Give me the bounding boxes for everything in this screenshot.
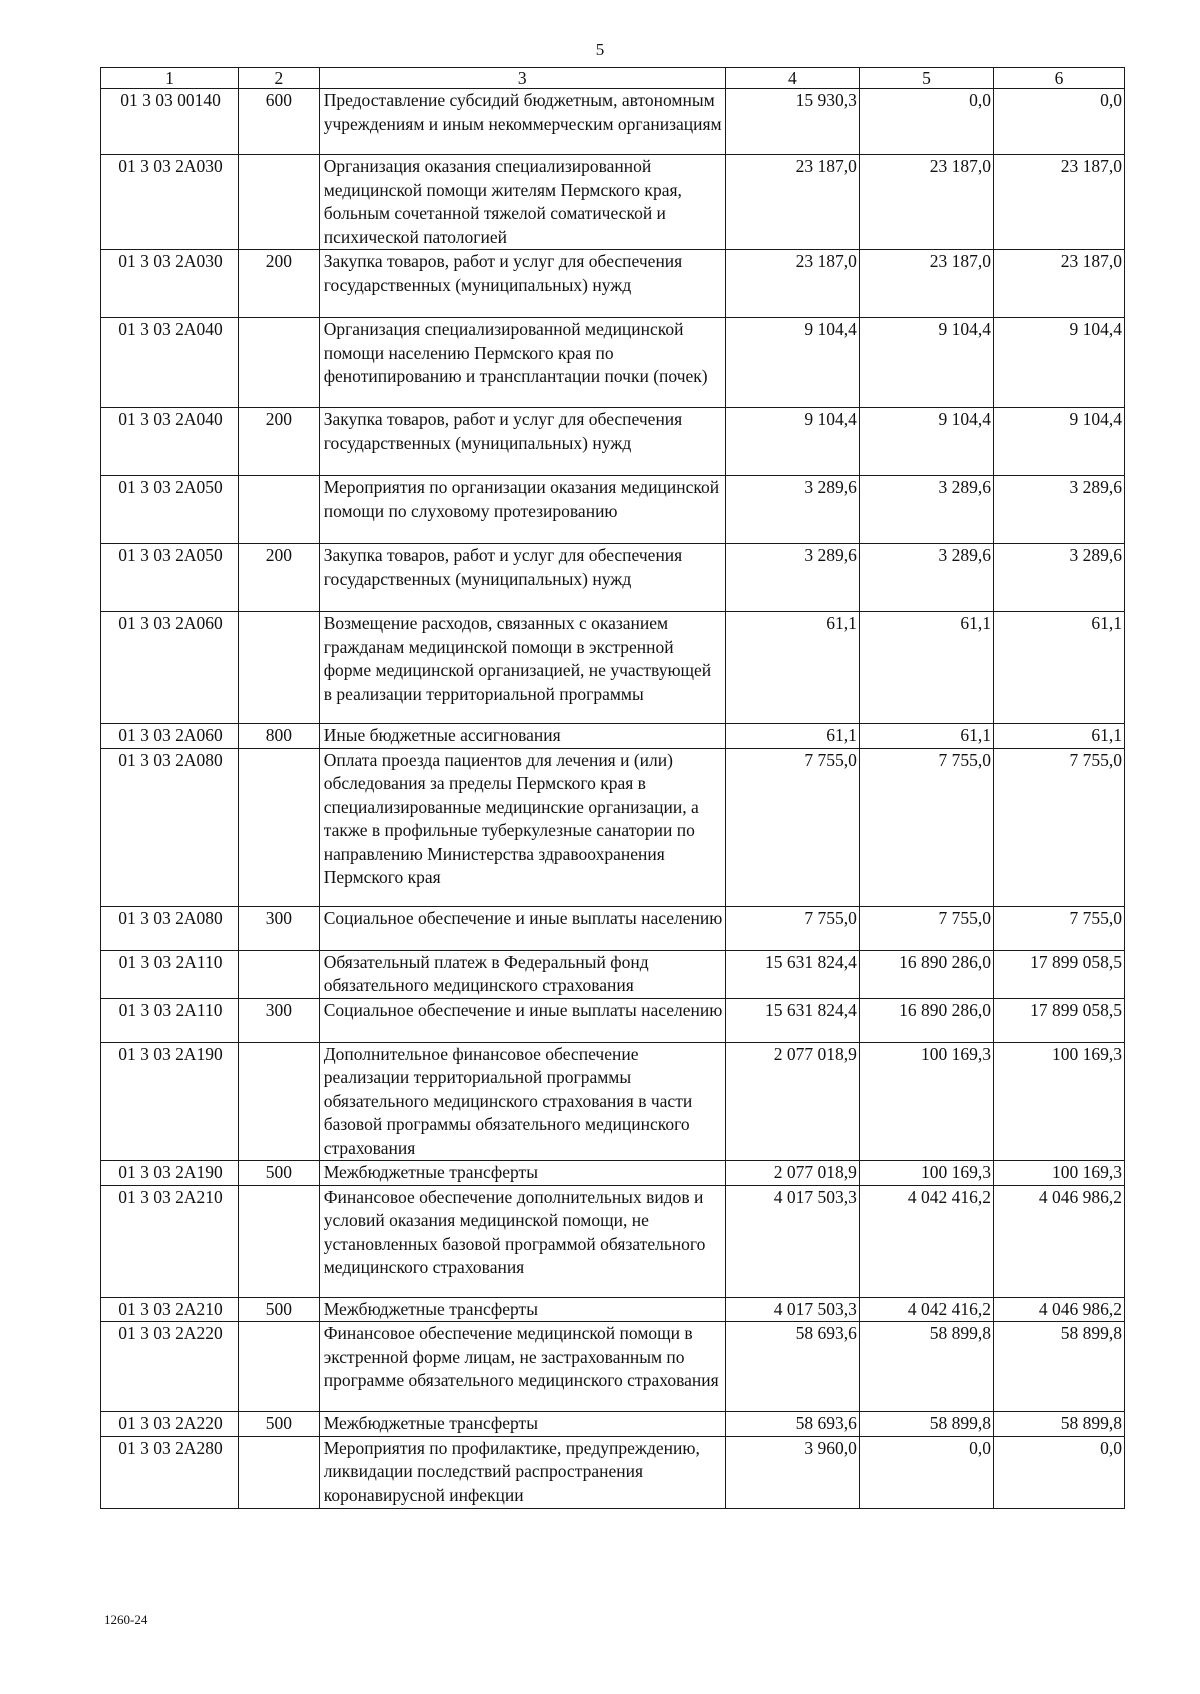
table-row (101, 906, 1125, 950)
table-row (101, 1042, 1125, 1161)
amount-col6-cell: 9 104,4 (993, 408, 1124, 476)
code-cell: 01 3 03 2А050 (101, 544, 239, 612)
table-row (101, 612, 1125, 724)
amount-col5-cell: 0,0 (859, 89, 993, 155)
amount-col5-cell: 7 755,0 (859, 906, 993, 950)
amount-col4-cell: 7 755,0 (725, 748, 859, 906)
amount-col6-cell: 100 169,3 (993, 1161, 1124, 1186)
amount-col4-cell: 9 104,4 (725, 408, 859, 476)
amount-col5-cell: 9 104,4 (859, 318, 993, 408)
code-cell: 01 3 03 2А220 (101, 1322, 239, 1412)
code-cell: 01 3 03 2А190 (101, 1042, 239, 1161)
table-row (101, 998, 1125, 1042)
amount-col5-cell: 16 890 286,0 (859, 998, 993, 1042)
code-cell: 01 3 03 2А210 (101, 1185, 239, 1297)
column-header: 5 (859, 68, 993, 89)
amount-col5-cell: 23 187,0 (859, 155, 993, 250)
amount-col4-cell: 15 930,3 (725, 89, 859, 155)
amount-col6-cell: 7 755,0 (993, 748, 1124, 906)
column-header: 6 (993, 68, 1124, 89)
amount-col6-cell: 0,0 (993, 89, 1124, 155)
amount-col4-cell: 9 104,4 (725, 318, 859, 408)
expense-type-cell (239, 1322, 320, 1412)
expense-type-cell: 500 (239, 1297, 320, 1322)
amount-col4-cell: 2 077 018,9 (725, 1161, 859, 1186)
amount-col6-cell: 4 046 986,2 (993, 1185, 1124, 1297)
amount-col6-cell: 61,1 (993, 724, 1124, 749)
amount-col4-cell: 3 960,0 (725, 1436, 859, 1508)
expense-type-cell (239, 1436, 320, 1508)
amount-col6-cell: 3 289,6 (993, 476, 1124, 544)
code-cell: 01 3 03 2А060 (101, 612, 239, 724)
code-cell: 01 3 03 2А210 (101, 1297, 239, 1322)
description-cell: Финансовое обеспечение дополнительных видов и условий оказания медицинской помощи, не установленных базовой программой обязательного медицинского страхования (319, 1185, 725, 1297)
expense-type-cell (239, 318, 320, 408)
expense-type-cell (239, 1042, 320, 1161)
page-number: 5 (595, 40, 605, 59)
expense-type-cell: 200 (239, 250, 320, 318)
expense-type-cell: 500 (239, 1412, 320, 1437)
code-cell: 01 3 03 2А080 (101, 748, 239, 906)
amount-col4-cell: 15 631 824,4 (725, 998, 859, 1042)
amount-col6-cell: 0,0 (993, 1436, 1124, 1508)
amount-col5-cell: 0,0 (859, 1436, 993, 1508)
expense-type-cell (239, 155, 320, 250)
table-row (101, 1297, 1125, 1322)
description-cell: Межбюджетные трансферты (319, 1297, 725, 1322)
code-cell: 01 3 03 2А110 (101, 950, 239, 998)
expense-type-cell: 200 (239, 408, 320, 476)
amount-col6-cell: 23 187,0 (993, 155, 1124, 250)
code-cell: 01 3 03 2А110 (101, 998, 239, 1042)
amount-col6-cell: 3 289,6 (993, 544, 1124, 612)
amount-col4-cell: 61,1 (725, 612, 859, 724)
table-row (101, 950, 1125, 998)
amount-col6-cell: 9 104,4 (993, 318, 1124, 408)
description-cell: Социальное обеспечение и иные выплаты населению (319, 906, 725, 950)
code-cell: 01 3 03 2А080 (101, 906, 239, 950)
amount-col6-cell: 58 899,8 (993, 1412, 1124, 1437)
expense-type-cell (239, 950, 320, 998)
code-cell: 01 3 03 2А040 (101, 318, 239, 408)
table-row (101, 724, 1125, 749)
description-cell: Иные бюджетные ассигнования (319, 724, 725, 749)
budget-table (100, 67, 1125, 1509)
amount-col5-cell: 16 890 286,0 (859, 950, 993, 998)
table-row (101, 89, 1125, 155)
amount-col4-cell: 61,1 (725, 724, 859, 749)
code-cell: 01 3 03 2А030 (101, 155, 239, 250)
description-cell: Организация оказания специализированной медицинской помощи жителям Пермского края, больным сочетанной тяжелой соматической и психической патологией (319, 155, 725, 250)
amount-col4-cell: 3 289,6 (725, 544, 859, 612)
amount-col4-cell: 7 755,0 (725, 906, 859, 950)
table-row (101, 155, 1125, 250)
description-cell: Предоставление субсидий бюджетным, автономным учреждениям и иным некоммерческим организациям (319, 89, 725, 155)
expense-type-cell: 800 (239, 724, 320, 749)
amount-col6-cell: 17 899 058,5 (993, 950, 1124, 998)
table-row (101, 1185, 1125, 1297)
code-cell: 01 3 03 2А030 (101, 250, 239, 318)
amount-col6-cell: 4 046 986,2 (993, 1297, 1124, 1322)
code-cell: 01 3 03 2А220 (101, 1412, 239, 1437)
code-cell: 01 3 03 2А050 (101, 476, 239, 544)
expense-type-cell (239, 748, 320, 906)
description-cell: Социальное обеспечение и иные выплаты населению (319, 998, 725, 1042)
code-cell: 01 3 03 2А190 (101, 1161, 239, 1186)
table-row (101, 1322, 1125, 1412)
description-cell: Закупка товаров, работ и услуг для обеспечения государственных (муниципальных) нужд (319, 408, 725, 476)
code-cell: 01 3 03 2А280 (101, 1436, 239, 1508)
expense-type-cell (239, 1185, 320, 1297)
amount-col5-cell: 61,1 (859, 612, 993, 724)
description-cell: Обязательный платеж в Федеральный фонд обязательного медицинского страхования (319, 950, 725, 998)
expense-type-cell: 300 (239, 906, 320, 950)
amount-col5-cell: 61,1 (859, 724, 993, 749)
table-row (101, 250, 1125, 318)
expense-type-cell: 300 (239, 998, 320, 1042)
description-cell: Дополнительное финансовое обеспечение реализации территориальной программы обязательного медицинского страхования в части базовой программы обязательного медицинского страхования (319, 1042, 725, 1161)
column-header: 4 (725, 68, 859, 89)
amount-col4-cell: 3 289,6 (725, 476, 859, 544)
header-row (101, 68, 1125, 89)
amount-col4-cell: 23 187,0 (725, 250, 859, 318)
amount-col5-cell: 58 899,8 (859, 1412, 993, 1437)
description-cell: Закупка товаров, работ и услуг для обеспечения государственных (муниципальных) нужд (319, 250, 725, 318)
table-row (101, 318, 1125, 408)
amount-col6-cell: 58 899,8 (993, 1322, 1124, 1412)
column-header: 1 (101, 68, 239, 89)
amount-col4-cell: 4 017 503,3 (725, 1185, 859, 1297)
amount-col5-cell: 3 289,6 (859, 476, 993, 544)
description-cell: Организация специализированной медицинской помощи населению Пермского края по фенотипированию и трансплантации почки (почек) (319, 318, 725, 408)
amount-col6-cell: 7 755,0 (993, 906, 1124, 950)
amount-col4-cell: 4 017 503,3 (725, 1297, 859, 1322)
table-row (101, 748, 1125, 906)
expense-type-cell: 600 (239, 89, 320, 155)
amount-col5-cell: 4 042 416,2 (859, 1185, 993, 1297)
amount-col4-cell: 2 077 018,9 (725, 1042, 859, 1161)
table-row (101, 408, 1125, 476)
table-row (101, 476, 1125, 544)
amount-col5-cell: 23 187,0 (859, 250, 993, 318)
amount-col6-cell: 23 187,0 (993, 250, 1124, 318)
footer-code: 1260-24 (104, 1612, 148, 1627)
amount-col6-cell: 61,1 (993, 612, 1124, 724)
description-cell: Оплата проезда пациентов для лечения и (или) обследования за пределы Пермского края в специализированные медицинские организации, а также в профильные туберкулезные санатории по направлению Министерства здравоохранения Пермского края (319, 748, 725, 906)
amount-col4-cell: 58 693,6 (725, 1412, 859, 1437)
table-row (101, 544, 1125, 612)
expense-type-cell (239, 612, 320, 724)
description-cell: Финансовое обеспечение медицинской помощи в экстренной форме лицам, не застрахованным по программе обязательного медицинского страхования (319, 1322, 725, 1412)
amount-col5-cell: 100 169,3 (859, 1042, 993, 1161)
table-row (101, 1161, 1125, 1186)
amount-col5-cell: 4 042 416,2 (859, 1297, 993, 1322)
amount-col4-cell: 15 631 824,4 (725, 950, 859, 998)
code-cell: 01 3 03 00140 (101, 89, 239, 155)
amount-col5-cell: 9 104,4 (859, 408, 993, 476)
description-cell: Межбюджетные трансферты (319, 1161, 725, 1186)
amount-col5-cell: 7 755,0 (859, 748, 993, 906)
code-cell: 01 3 03 2А040 (101, 408, 239, 476)
amount-col4-cell: 23 187,0 (725, 155, 859, 250)
description-cell: Закупка товаров, работ и услуг для обеспечения государственных (муниципальных) нужд (319, 544, 725, 612)
amount-col5-cell: 3 289,6 (859, 544, 993, 612)
amount-col5-cell: 100 169,3 (859, 1161, 993, 1186)
table-row (101, 1412, 1125, 1437)
expense-type-cell (239, 476, 320, 544)
description-cell: Мероприятия по организации оказания медицинской помощи по слуховому протезированию (319, 476, 725, 544)
description-cell: Возмещение расходов, связанных с оказанием гражданам медицинской помощи в экстренной форме медицинской организацией, не участвующей в реализации территориальной программы (319, 612, 725, 724)
amount-col6-cell: 17 899 058,5 (993, 998, 1124, 1042)
code-cell: 01 3 03 2А060 (101, 724, 239, 749)
expense-type-cell: 200 (239, 544, 320, 612)
table-body (101, 89, 1125, 1509)
description-cell: Межбюджетные трансферты (319, 1412, 725, 1437)
column-header: 2 (239, 68, 320, 89)
column-header: 3 (319, 68, 725, 89)
description-cell: Мероприятия по профилактике, предупреждению, ликвидации последствий распространения коронавирусной инфекции (319, 1436, 725, 1508)
amount-col6-cell: 100 169,3 (993, 1042, 1124, 1161)
amount-col5-cell: 58 899,8 (859, 1322, 993, 1412)
amount-col4-cell: 58 693,6 (725, 1322, 859, 1412)
table-row (101, 1436, 1125, 1508)
expense-type-cell: 500 (239, 1161, 320, 1186)
